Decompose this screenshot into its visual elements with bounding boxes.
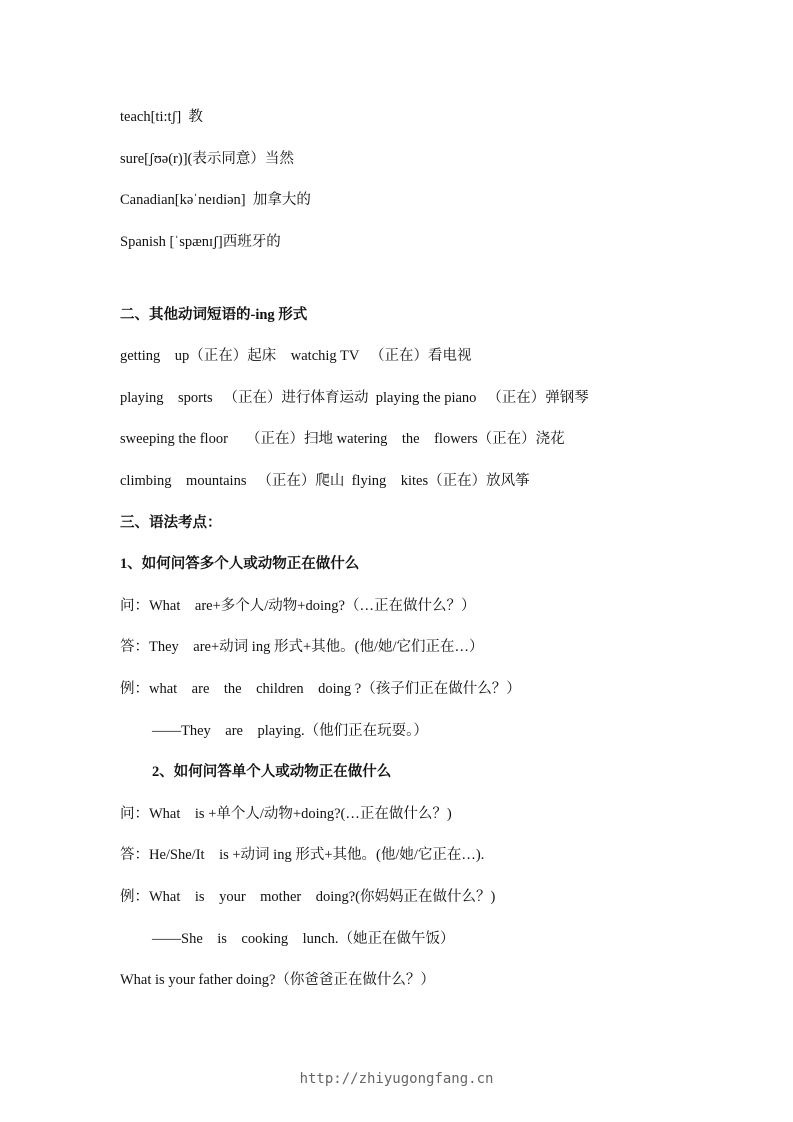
phrase-line-4: climbing mountains （正在）爬山 flying kites（正在）放风筝: [120, 473, 530, 489]
phrase-line-1: getting up（正在）起床 watchig TV （正在）看电视: [120, 348, 472, 364]
footer-url[interactable]: http://zhiyugongfang.cn: [299, 1071, 494, 1087]
subheading-singular: 2、如何问答单个人或动物正在做什么: [152, 764, 392, 780]
answer-pattern-singular: 答：He/She/It is +动词 ing 形式+其他。(他/她/它正在…).: [120, 847, 485, 863]
extra-example-question: What is your father doing?（你爸爸正在做什么？）: [120, 972, 435, 988]
subheading-plural: 1、如何问答多个人或动物正在做什么: [120, 556, 360, 572]
example-answer-singular: ——She is cooking lunch.（她正在做午饭）: [152, 931, 455, 947]
example-question-plural: 例：what are the children doing ?（孩子们正在做什么？）: [120, 681, 521, 697]
section-heading-ing-phrases: 二、其他动词短语的-ing 形式: [120, 307, 308, 323]
question-pattern-plural: 问：What are+多个人/动物+doing?（…正在做什么？）: [120, 598, 476, 614]
example-answer-plural: ——They are playing.（他们正在玩耍。）: [152, 723, 428, 739]
vocab-line-canadian: Canadian[kəˈneɪdiən] 加拿大的: [120, 192, 311, 208]
vocab-line-teach: teach[ti:tʃ] 教: [120, 109, 203, 125]
vocab-line-spanish: Spanish [ˈspænɪʃ]西班牙的: [120, 234, 281, 250]
answer-pattern-plural: 答：They are+动词 ing 形式+其他。(他/她/它们正在…）: [120, 639, 484, 655]
vocab-line-sure: sure[ʃʊə(r)](表示同意）当然: [120, 151, 294, 167]
example-question-singular: 例：What is your mother doing?(你妈妈正在做什么？): [120, 889, 496, 905]
section-heading-grammar: 三、语法考点：: [120, 515, 222, 531]
question-pattern-singular: 问：What is +单个人/动物+doing?(…正在做什么？): [120, 806, 452, 822]
phrase-line-2: playing sports （正在）进行体育运动 playing the piano （正在）弹钢琴: [120, 390, 589, 406]
phrase-line-3: sweeping the floor （正在）扫地 watering the flowers（正在）浇花: [120, 431, 565, 447]
